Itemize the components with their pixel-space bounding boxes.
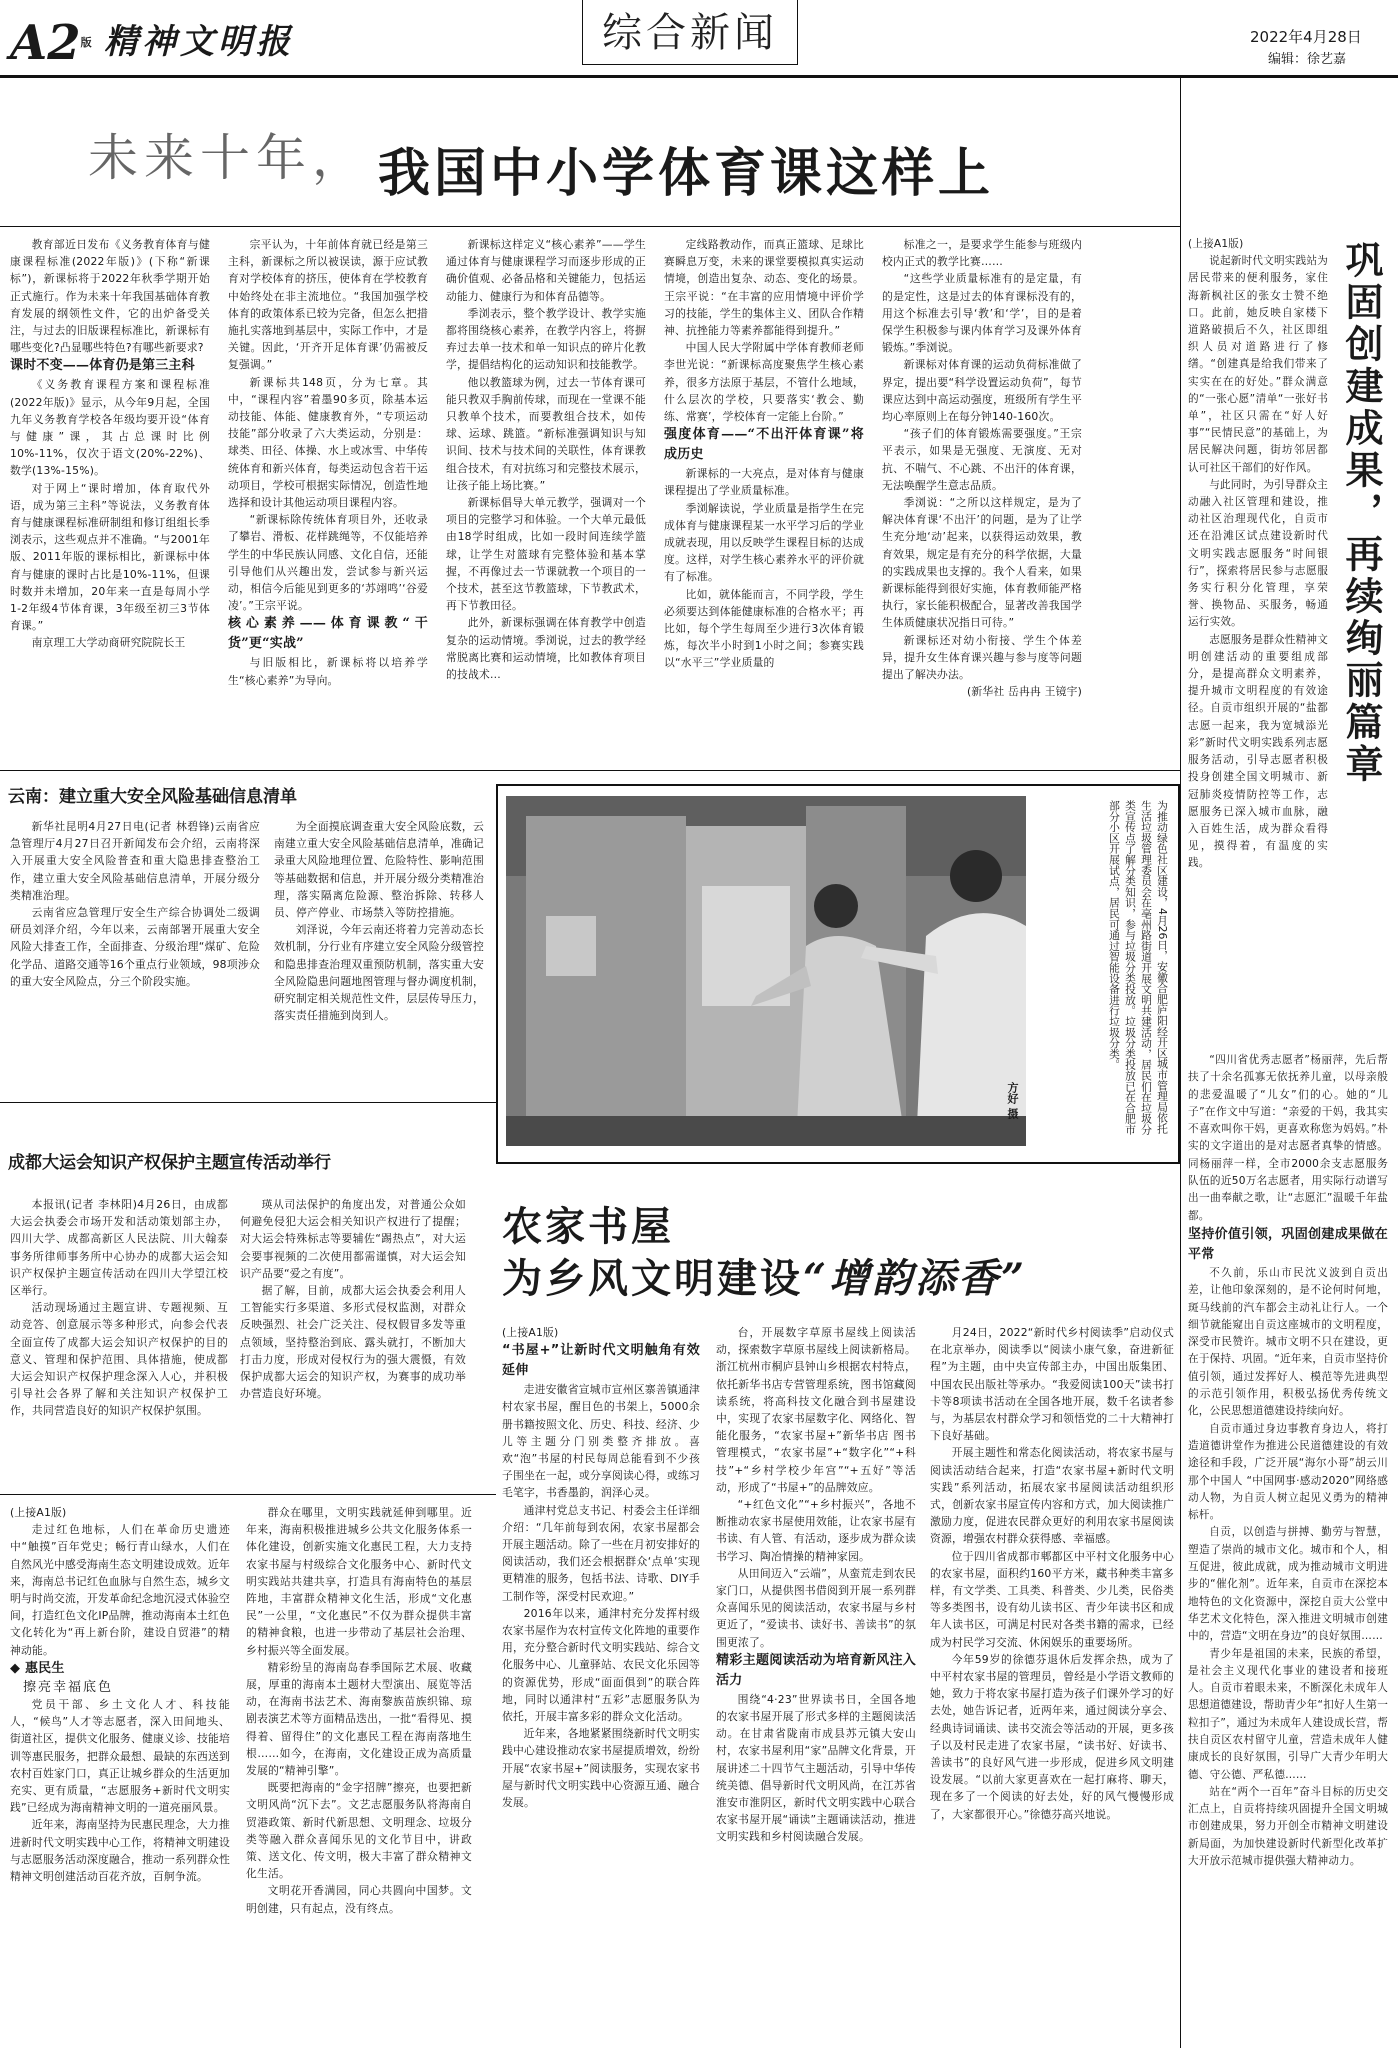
chengdu-bottom-rule — [0, 1494, 496, 1495]
lead-top-rule — [0, 226, 1180, 227]
side-divider — [1180, 78, 1181, 2048]
yunnan-top-rule — [0, 770, 1180, 771]
chengdu-headline: 成都大运会知识产权保护主题宣传活动举行 — [8, 1153, 331, 1173]
newspaper-name: 精神文明报 — [104, 22, 294, 62]
farm-col-3: 月24日，2022“新时代乡村阅读季”启动仪式在北京举办，阅读季以“阅读小康气象，奋进新征程”为主题，由中央宣传部主办，中国出版集团、中国农民出版社等承办。“我爱阅读100天”读书打卡等8项读书活动在全国各地开展，数千名读者参与，为基层农村群众学习和领悟党的二十大精神打下良好基础。 开展主题性和常态化阅读活动，将农家书屋与阅读活动结合起来，打造“农家书屋+新时代文明实践”系列活动，拓展农家书屋阅读活动组织形式，创新农家书屋宣传内容和方式，加大阅读推广激励力度，促进农民群众更好的利用农家书屋阅读资源，增强农村群众获得感、幸福感。 位于四川省成都市郫都区中平村文化服务中心的农家书屋，面积约160平方米，藏书种类丰富多样，有文学类、工具类、科普类、少儿类，民俗类等多类图书，设有幼儿读书区、青少年读书区和成年人读书区，可满足村民对各类书籍的需求，已经成为村民学习交流、休闲娱乐的重要场所。 今年59岁的徐德芬退休后发挥余热，成为了中平村农家书屋的管理员，曾经是小学语文教师的她，致力于将农家书屋打造为孩子们课外学习的好去处，她告诉记者，近两年来，通过阅读分享会、经典诗词诵读、读书交流会等活动的开展，更多孩子以及村民走进了农家书屋，“读书好、好读书、善读书”的良好风气进一步形成，促进乡风文明建设发展。“以前大家更喜欢在一起打麻将、聊天，现在多了一个阅读的好去处，好的风气慢慢形成了，大家都很开心。”徐德芬高兴地说。 — [930, 1326, 1174, 1821]
masthead-rule — [0, 75, 1398, 78]
lead-col-4: 定线路教动作，而真正篮球、足球比赛瞬息万变，未来的课堂要模拟真实运动情境，创造出复杂、动态、变化的场景。王宗平说：“在丰富的应用情境中评价学习的技能，学生的集体主义、团队合作精神、抗挫能力等素养都能得到提升。” 中国人民大学附属中学体育教师老师李世光说：“新课标高度聚焦学生核心素养，很多方法原于基层，不管什么地域，什么层次的学校，只要落实‘教会、勤练、常赛’，学校体育一定能上台阶。” 强度体育——“不出汗体育课”将成历史 新课标的一大亮点，是对体育与健康课程提出了学业质量标准。 季浏解读说，学业质量是指学生在完成体育与健康课程某一水平学习后的学业成就表现，用以反映学生课程目标的达成度。这样，对学生核心素养水平的评价就有了标准。 比如，就体能而言，不同学段，学生必须要达到体能健康标准的合格水平；再比如，每个学生每周至少进行3次体育锻炼，每次半小时到1小时之间；参赛实践以“水平三”学业质量的 — [664, 238, 864, 670]
lead-col-2: 宗平认为，十年前体育就已经是第三主科，新课标之所以被误读，源于应试教育对学校体育的挤压，使体育在学校教育中始终处在非主流地位。“我国加强学校体育的政策体系已较为完备，但怎么把措施扎实落地到基层中，实际工作中，才是关键。因此，‘开齐开足体育课’仍需被反复强调。” 新课标共148页，分为七章。其中，“课程内容”着墨90多页，除基本运动技能、体能、健康教育外，“专项运动技能”部分收录了六大类运动，分别是：球类、田径、体操、水上或冰雪、中华传统体育和新兴体育，每类运动包含若干运动项目，学校可根据实际情况，创造性地选择和设计其他运动项目课程内容。 “新课标除传统体育项目外，还收录了攀岩、滑板、花样跳绳等，不仅能培养学生的中华民族认同感、文化自信，还能引导他们从兴趣出发，尝试参与新兴运动，相信今后能见到更多的‘苏翊鸣’‘谷爱凌’。”王宗平说。 核心素养——体育课教“干货”更“实战” 与旧版相比，新课标将以培养学生“核心素养”为导向。 — [228, 238, 428, 687]
issue-date: 2022年4月28日 — [1250, 28, 1362, 46]
editor-credit: 编辑：徐艺嘉 — [1268, 52, 1347, 67]
farm-headline-2: 为乡风文明建设“增韵添香” — [502, 1255, 1028, 1302]
photo-caption: 为推动绿色社区建设，4月26日，安徽合肥庐阳经开区城市管理局依托生活垃圾管理委员会在亳州路街道开展文明共建活动，居民们在垃圾分类宣传点了解分类知识，参与垃圾分类投放。垃圾分类投放已在合肥市部分小区开展试点，居民可通过智能设备进行垃圾分类。 — [1108, 800, 1169, 1135]
diamond-icon: ◆ — [10, 1660, 21, 1676]
lead-kicker: 未来十年， — [88, 129, 368, 187]
farm-col-2: 台，开展数字草原书屋线上阅读活动，探索数字草原书屋线上阅读新格局。浙江杭州市桐庐县钟山乡根据农村特点，依托新华书店专营管理系统，图书馆藏阅读系统，将高科技文化融合到书屋建设中，实现了农家书屋数字化、网络化、智能化服务，“农家书屋+”新华书店 图书管理模式，“农家书屋”+“数字化”“+科技”+“乡村学校少年宫”“+五好”等活动，形成了“书屋+”的品牌效应。 “+红色文化”“+乡村振兴”，各地不断推动农家书屋使用效能，让农家书屋有书读、有人管、有活动，逐步成为群众读书学习、陶冶情操的精神家园。 从田间迈入“云端”，从蛮荒走到农民家门口，从提供图书借阅到开展一系列群众喜闻乐见的阅读活动，农家书屋与乡村更近了，“爱读书、读好书、善读书”的氛围更浓了。 精彩主题阅读活动为培育新风注入活力 围绕“4·23”世界读书日，全国各地的农家书屋开展了形式多样的主题阅读活动。在甘肃省陇南市成县苏元镇大安山村，农家书屋利用“家”品牌文化背景，开展讲述二十四节气主题活动，引导中华传统美德、倡导新时代文明风尚，在江苏省淮安市淮阴区，新时代文明实践中心联合农家书屋开展“诵读”主题诵读活动，推进文明实践和乡村阅读融合发展。 — [716, 1326, 916, 1844]
farm-headline-1: 农家书屋 — [502, 1203, 674, 1250]
side-headline: 巩固创建成果，再续绚丽篇章 — [1339, 240, 1384, 786]
yunnan-col-2: 为全面摸底调查重大安全风险底数，云南建立重大安全风险基础信息清单，准确记录重大风险地理位置、危险特性、影响范围等基础数据和信息，并开展分级分类精准治理，落实隔离危险源、整治拆除、转移人员、停产停业、市场禁入等防控措施。 刘泽说，今年云南还将着力完善动态长效机制，分行业有序建立安全风险分级管控和隐患排查治理双重预防机制，落实重大安全风险隐患问题地图管理与督办调度机制，研究制定相关规范性文件，层层传导压力，落实责任措施到岗到人。 — [274, 820, 484, 1023]
farm-col-1: (上接A1版) “书屋+”让新时代文明触角有效延伸 走进安徽省宣城市宣州区寨善镇通津村农家书屋，醒目色的书架上，5000余册书籍按照文化、历史、科技、经济、少儿等主题分门别类整齐排放。喜欢“泡”书屋的村民每周总能看到不少孩子围坐在一起，或分享阅读心得，或练习毛笔字，书香墨韵，润泽心灵。 通津村党总支书记、村委会主任详细介绍：“几年前每到农闲，农家书屋都会开展主题活动。除了一些在月初安排好的阅读活动，我们还会根据群众‘点单’实现更精准的服务，包括书法、诗歌、DIY手工制作等，深受村民欢迎。” 2016年以来，通津村充分发挥村级农家书屋作为农村宣传文化阵地的重要作用，充分整合新时代文明实践站、综合文化服务中心、儿童驿站、农民文化乐园等的资源优势，形成“面面俱到”的联合阵地，同时以通津村“五彩”志愿服务队为依托，开展丰富多彩的群众文化活动。 近年来，各地紧紧围绕新时代文明实践中心建设推动农家书屋提质增效，纷纷开展“农家书屋+”阅读服务，实现农家书屋与新时代文明实践中心资源互通、融合发展。 — [502, 1326, 700, 1810]
huimin-col-1: (上接A1版) 走过红色地标，人们在革命历史遗迹中“触摸”百年党史；畅行青山绿水，人们在自然风光中感受海南生态文明建设成效。近年来，海南总书记红色血脉与自然生态，城乡文明与时尚交流，开发革命纪念地沉浸式体验空间，打造红色文化IP品牌，推动海南本土红色文化转化为“再上新台阶，建设自贸港”的精神动能。 ◆ 惠民生 擦亮幸福底色 党员干部、乡土文化人才、科技能人，“候鸟”人才等志愿者，深入田间地头、街道社区，提供文化服务、健康义诊、技能培训等惠民服务，把群众最想、最缺的东西送到农村百姓家门口，真正让城乡群众的生活更加充实、更有质量，“志愿服务+新时代文明实践”已经成为海南精神文明的一道亮丽风景。 近年来，海南坚持为民惠民理念，大力推进新时代文明实践中心工作，将精神文明建设与志愿服务活动深度融合，推动一系列群众性精神文明创建活动百花齐放，百舸争流。 — [10, 1506, 230, 1884]
side-col-lower: “四川省优秀志愿者”杨丽萍，先后帮扶了十余名孤寡无依抚养儿童，以母亲般的悲爱温暖了“儿女”们的心。她的“儿子”在作文中写道：“亲爱的干妈，我其实不喜欢叫你干妈，更喜欢称您为妈妈。”朴实的文字道出的是对志愿者真挚的情感。同杨丽萍一样，全市2000余支志愿服务队伍的近50万名志愿者，用实际行动谱写出一曲奉献之歌，让“志愿汇”温暖千年盐都。 坚持价值引领，巩固创建成果做在平常 不久前，乐山市民沈义波到自贡出差，让他印象深刻的，是不论何时何地，斑马线前的汽车都会主动礼让行人。一个细节就能窥出自贡这座城市的文明程度，深受市民赞许。城市文明不只在建设，更在于保持、巩固。“近年来，自贡市坚持价值引领，通过发挥好人、模范等先进典型的示范引领作用，积极弘扬优秀传统文化，公民思想道德建设持续向好。 自贡市通过身边事教育身边人，将打造道德讲堂作为推进公民道德建设的有效途径和手段，广泛开展“海尔小哥”胡云川那个中国人 “中国网事·感动2020”网络感动人物，为自贡人树立起见义勇为的精神标杆。 自贡，以创造与拼搏、勤劳与智慧，塑造了崇尚的城市文化。城市和个人，相互促进，彼此成就，成为推动城市文明进步的“催化剂”。近年来，自贡市在深挖本地特色的文化资源中，深挖自贡大公堂中华艺术文化特色，深入推进文明城市创建中的，营造“文明在身边”的良好氛围…… 青少年是祖国的未来，民族的希望，是社会主义现代化事业的建设者和接班人。自贡市着眼未来，不断深化未成年人思想道德建设，帮助青少年“扣好人生第一粒扣子”，通过为未成年人建设成长营，帮扶自贡区农村留守儿童，营造未成年人健康成长的良好氛围，引导广大青少年明大德、守公德、严私德…… 站在“两个一百年”奋斗目标的历史交汇点上，自贡将持续巩固提升全国文明城市创建成果，努力开创全市精神文明建设新局面，为加快建设新时代新型化改革扩大开放示范城市提供强大精神动力。 — [1188, 1054, 1388, 1868]
chengdu-col-2: 瑛从司法保护的角度出发，对普通公众如何避免侵犯大运会相关知识产权进行了提醒；对大运会特殊标志等要辅佐“踢热点”，对大运会要事视频的二次使用都需谨慎，对大运会知识产品要“爱之有度”。 据了解，目前，成都大运会执委会利用人工智能实行多渠道、多形式侵权监测，对群众反映强烈、社会广泛关注、侵权假冒多发等重点领域，坚持整治到底、露头就打，不断加大打击力度，形成对侵权行为的强大震慑，有效保护成都大运会的知识产权，为赛事的成功举办营造良好环境。 — [240, 1198, 466, 1401]
huimin-col-2: 群众在哪里，文明实践就延伸到哪里。近年来，海南积极推进城乡公共文化服务体系一体化建设，创新实施文化惠民工程，大力支持农家书屋与村级综合文化服务中心、新时代文明实践站共建共享，打造具有海南特色的基层阵地，丰富群众精神文化生活，形成“文化惠民”一公里，“文化惠民”不仅为群众提供丰富的精神食粮，也进一步带动了基层社会治理、乡村振兴等全面发展。 精彩纷呈的海南岛春季国际艺术展、收藏展，厚重的海南本土题材大型演出、展览等活动，在海南书法艺术、海南黎族苗族织锦、琼剧表演艺术等方面精品迭出，一批“看得见、摸得着、留得住”的文化惠民工程在海南落地生根……如今，在海南，文化建设正成为高质量发展的“精神引擎”。 既要把海南的“金字招牌”擦亮，也要把新文明风尚“沉下去”。文艺志愿服务队将海南自贸港政策、新时代新思想、文明理念、垃圾分类等融入群众喜闻乐见的文化节目中，讲政策、送文化、传文明，极大丰富了群众精神文化生活。 文明花开香满园，同心共圆向中国梦。文明创建，只有起点，没有终点。 — [246, 1506, 472, 1915]
section-title: 综合新闻 — [602, 10, 778, 56]
yunnan-col-1: 新华社昆明4月27日电(记者 林碧锋)云南省应急管理厅4月27日召开新闻发布会介绍，云南将深入开展重大安全风险普查和重大隐患排查整治工作，建立重大安全风险基础信息清单，开展分级分类精准治理。 云南省应急管理厅安全生产综合协调处二级调研员刘泽介绍，今年以来，云南部署开展重大安全风险大排查工作，全面排查、分级治理“煤矿、危险化学品、道路交通等16个重点行业领域，98项涉众的重大安全风险点，分三个阶段实施。 — [10, 820, 260, 988]
photo-credit: 方好 摄 — [1006, 1082, 1019, 1119]
lead-col-5: 标准之一，是要求学生能参与班级内校内正式的教学比赛…… “这些学业质量标准有的是定量，有的是定性，这是过去的体育课标没有的，用这个标准去引导‘教’和‘学’，目的是着保学生积极参与课内体育学习及课外体育锻炼。”季浏说。 新课标对体育课的运动负荷标准做了界定，提出要“科学设置运动负荷”，每节课应达到中高运动强度，班级所有学生平均心率原则上在每分钟140-160次。 “孩子们的体育锻炼需要强度。”王宗平表示，如果是无强度、无演度、无对抗、不喘气、不心跳、不出汗的体育课，无法唤醒学生意志品质。 季浏说：“之所以这样规定，是为了解决体育课‘不出汗’的问题，是为了让学生充分地‘动’起来，以获得运动效果，教育效果，规定是有充分的科学依据，大量的实践成果也支撑的。我个人看来，如果新课标能得到很好实施，体育教师能严格执行，家长能积极配合，显著改善我国学生体质健康状况指日可待。” 新课标还对幼小衔接、学生个体差异，提升女生体育课兴趣与参与度等问题提出了解决办法。 (新华社 岳冉冉 王镜宇) — [882, 238, 1082, 699]
masthead — [0, 0, 1398, 78]
lead-col-1: 教育部近日发布《义务教育体育与健康课程标准(2022年版)》(下称“新课标”)，新课标将于2022年秋季学期开始正式施行。作为未来十年我国基础体育教育发展的纲领性文件，它的出炉备受关注，与过去的旧版课程标准比，新课标有哪些变化?凸显哪些特色?有哪些新要求? 课时不变——体育仍是第三主科 《义务教育课程方案和课程标准(2022年版)》显示，从今年9月起，全国九年义务教育学校各年级均要开设“体育与健康”课，其占总课时比例10%-11%，仅次于语文(20%-22%)、数学(13%-15%)。 对于网上“课时增加，体育取代外语，成为第三主科”等说法，义务教育体育与健康课程标准研制组和修订组组长季浏表示，这些观点并不准确。“与2001年版、2011年版的课标相比，新课标中体育与健康的课时占比是10%-11%，但课时数并未增加，20年来一直是每周小学1-2年级4节体育课，3年级至初三3节体育课。” 南京理工大学动商研究院院长王 — [10, 238, 210, 650]
chengdu-col-1: 本报讯(记者 李林阳)4月26日，由成都大运会执委会市场开发和活动策划部主办，四川大学、成都高新区人民法院、川大翰泰事务所律师事务所中心协办的成都大运会知识产权保护主题宣传活动在四川大学望江校区举行。 活动现场通过主题宣讲、专题视频、互动竞答、创意展示等多种形式，向参会代表全面宣传了成都大运会知识产权保护的目的意义、管理和保护范围、具体措施，使成都大运会知识产权保护理念深入人心，并积极引导社会各界了解和关注知识产权保护工作，共同营造良好的知识产权保护氛围。 — [10, 1198, 228, 1418]
chengdu-top-rule — [0, 1102, 496, 1103]
side-col: (上接A1版) 说起新时代文明实践站为居民带来的便利服务，家住海新枫社区的张女士赞不绝口。此前，她反映自家楼下道路破损后不久，社区即组织人员对道路进行了修缮。“创建真是给我们带来了实实在在的好处。”群众满意的“一张心愿”清单“一张好书单”，社区只需在“好人好事”“民情民意”的基础上，为居民解决问题，街坊邻居都认可社区干部们的好作风。 与此同时，为引导群众主动融入社区管理和建设，推动社区治理现代化，自贡市还在沿滩区试点建设新时代文明实践志愿服务“时间银行”，探索将居民参与志愿服务实行积分化管理，享荣誉、换物品、买服务，畅通运行实效。 志愿服务是群众性精神文明创建活动的重要组成部分，是提高群众文明素养，提升城市文明程度的有效途径。自贡市组织开展的“盐都志愿一起来，我为宽城添光彩”新时代文明实践系列志愿服务活动，引导志愿者积极投身创建全国文明城市、新冠肺炎疫情防控等工作，志愿服务已深入城市血脉，融入百姓生活，成为群众看得见，摸得着，有温度的实践。 — [1188, 238, 1328, 870]
news-photo — [506, 796, 1026, 1146]
page-number: A2版 — [10, 15, 92, 71]
lead-headline: 我国中小学体育课这样上 — [378, 144, 995, 204]
lead-col-3: 新课标这样定义“核心素养”——学生通过体育与健康课程学习而逐步形成的正确价值观、必备品格和关键能力，包括运动能力、健康行为和体育品德等。 季浏表示，整个教学设计、教学实施都将围绕核心素养，在教学内容上，将摒弃过去单一技术和单一知识点的碎片化教学，提倡结构化的运动知识和技能教学。 他以教篮球为例，过去一节体育课可能只教双手胸前传球，而现在一堂课不能只教单个技术，而要教组合技术，如传球、运球、跳篮。“新标准强调知识与知识间、技术与技术间的关联性，体育课教组合技术，有对抗练习和完整技术展示，让孩子能上场比赛。” 新课标倡导大单元教学，强调对一个项目的完整学习和体验。一个大单元最低由18学时组成，比如一段时间连续学篮球，让学生对篮球有完整体验和基本掌握，不再像过去一节课就教一个项目的一个技术，甚至这节教篮球，下节教武术，再下节教田径。 此外，新课标强调在体育教学中创造复杂的运动情境。季浏说，过去的教学经常脱离比赛和运动情境，比如教体育项目的技战术... — [446, 238, 646, 682]
yunnan-headline: 云南：建立重大安全风险基础信息清单 — [8, 787, 297, 807]
